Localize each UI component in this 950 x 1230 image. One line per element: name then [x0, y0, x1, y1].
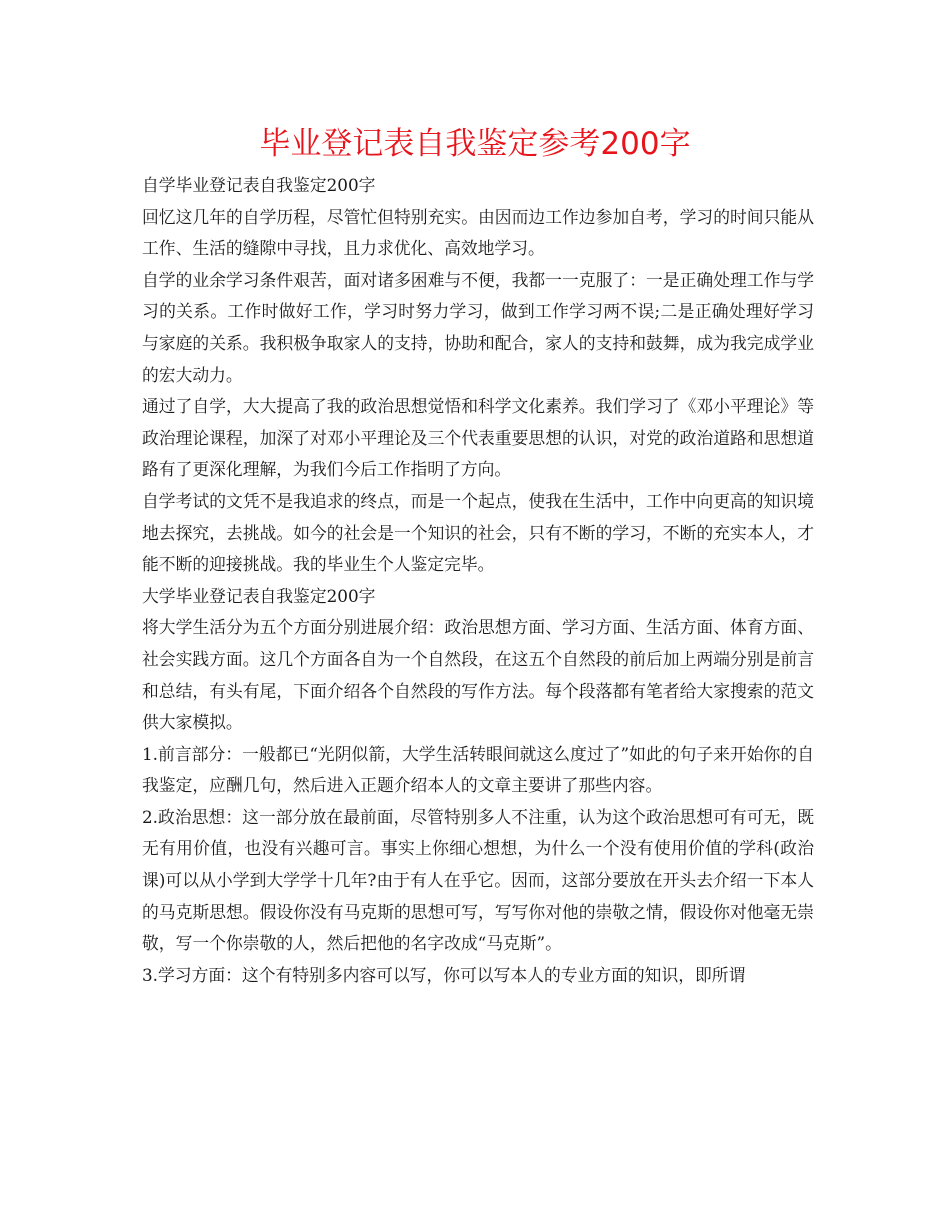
- paragraph: 回忆这几年的自学历程，尽管忙但特别充实。由因而边工作边参加自考，学习的时间只能从工作、生活的缝隙中寻找，且力求优化、高效地学习。: [142, 206, 814, 259]
- section-heading-university: 大学毕业登记表自我鉴定200字: [142, 585, 376, 606]
- paragraph-politics: 2.政治思想：这一部分放在最前面，尽管特别多人不注重，认为这个政治思想可有可无，既无有用价值，也没有兴趣可言。事实上你细心想想，为什么一个没有使用价值的学科(政治课)可以从小学到大学学十几年?由于有人在乎它。因而，这部分要放在开头去介绍一下本人的马克斯思想。假设你没有马克斯的思想可写，写写你对他的崇敬之情，假设你对他毫无崇敬，写一个你崇敬的人，然后把他的名字改成“马克斯”。: [142, 806, 814, 954]
- paragraph-study: 3.学习方面：这个有特别多内容可以写，你可以写本人的专业方面的知识，即所谓: [142, 964, 746, 985]
- document-title: 毕业登记表自我鉴定参考200字: [259, 126, 691, 162]
- paragraph: 通过了自学，大大提高了我的政治思想觉悟和科学文化素养。我们学习了《邓小平理论》等政治理论课程，加深了对邓小平理论及三个代表重要思想的认识，对党的政治道路和思想道路有了更深化理解，为我们今后工作指明了方向。: [142, 396, 814, 480]
- paragraph-preface: 1.前言部分：一般都已“光阴似箭，大学生活转眼间就这么度过了”如此的句子来开始你的自我鉴定，应酬几句，然后进入正题介绍本人的文章主要讲了那些内容。: [142, 743, 814, 796]
- paragraph: 自学的业余学习条件艰苦，面对诸多困难与不便，我都一一克服了：一是正确处理工作与学习的关系。工作时做好工作，学习时努力学习，做到工作学习两不误;二是正确处理好学习与家庭的关系。我积极争取家人的支持，协助和配合，家人的支持和鼓舞，成为我完成学业的宏大动力。: [142, 269, 814, 385]
- paragraph: 将大学生活分为五个方面分别进展介绍：政治思想方面、学习方面、生活方面、体育方面、社会实践方面。这几个方面各自为一个自然段，在这五个自然段的前后加上两端分别是前言和总结，有头有尾，下面介绍各个自然段的写作方法。每个段落都有笔者给大家搜索的范文供大家模拟。: [142, 617, 814, 733]
- section-heading-self-study: 自学毕业登记表自我鉴定200字: [142, 175, 376, 195]
- document-body: [142, 170, 814, 991]
- paragraph: 自学考试的文凭不是我追求的终点，而是一个起点，使我在生活中，工作中向更高的知识境地去探究，去挑战。如今的社会是一个知识的社会，只有不断的学习，不断的充实本人，才能不断的迎接挑战。我的毕业生个人鉴定完毕。: [142, 490, 814, 575]
